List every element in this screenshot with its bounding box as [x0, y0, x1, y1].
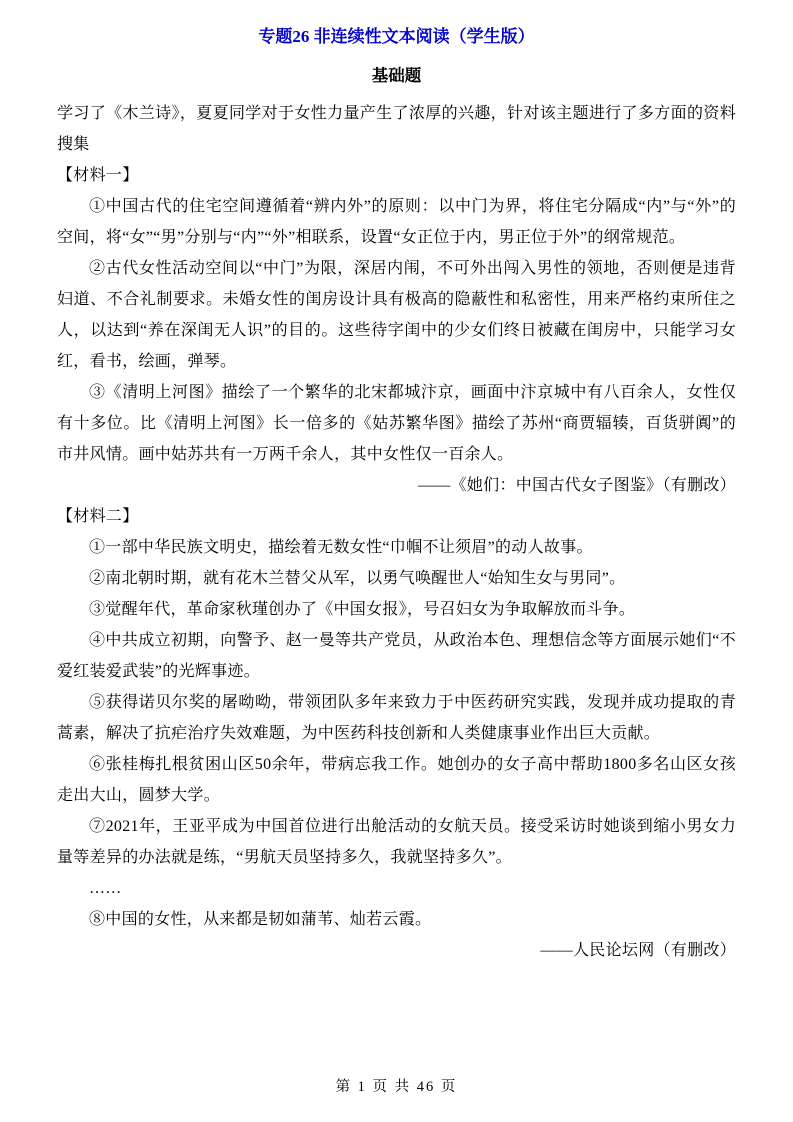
material1-label: 【材料一】	[57, 167, 139, 184]
material2-label: 【材料二】	[57, 508, 139, 525]
page-number-footer: 第 1 页 共 46 页	[335, 1079, 458, 1095]
material2-paragraph-5: ⑤获得诺贝尔奖的屠呦呦，带领团队多年来致力于中医药研究实践，发现并成功提取的青蒿素，解决了抗疟治疗失效难题，为中医药科技创新和人类健康事业作出巨大贡献。	[57, 694, 736, 742]
material1-paragraph-1: ①中国古代的住宅空间遵循着“辨内外”的原则：以中门为界，将住宅分隔成“内”与“外”的空间，将“女”“男”分别与“内”“外”相联系，设置“女正位于内，男正位于外”的纲常规范。	[57, 198, 736, 246]
material2-ellipsis: ……	[89, 880, 122, 897]
material1-attribution: ——《她们：中国古代女子图鉴》（有删改）	[417, 477, 736, 494]
material2-paragraph-7: ⑦2021年，王亚平成为中国首位进行出舱活动的女航天员。接受采访时她谈到缩小男女力量等差异的办法就是练，“男航天员坚持多久，我就坚持多久”。	[57, 818, 736, 866]
material1-paragraph-2: ②古代女性活动空间以“中门”为限，深居内闱，不可外出闯入男性的领地，否则便是违背妇道、不合礼制要求。未婚女性的闺房设计具有极高的隐蔽性和私密性，用来严格约束所住之人，以达到“养在深闺无人识”的目的。这些待字闺中的少女们终日被藏在闺房中，只能学习女红，看书，绘画，弹琴。	[57, 260, 736, 370]
material2-paragraph-2: ②南北朝时期，就有花木兰替父从军，以勇气唤醒世人“始知生女与男同”。	[89, 570, 626, 587]
material1-paragraph-3: ③《清明上河图》描绘了一个繁华的北宋都城汴京，画面中汴京城中有八百余人，女性仅有十多位。比《清明上河图》长一倍多的《姑苏繁华图》描绘了苏州“商贾辐辏，百货骈阗”的市井风情。画中姑苏共有一万两千余人，其中女性仅一百余人。	[57, 384, 736, 463]
material2-paragraph-8: ⑧中国的女性，从来都是韧如蒲苇、灿若云霞。	[89, 911, 432, 928]
section-heading: 基础题	[371, 66, 422, 85]
material2-paragraph-6: ⑥张桂梅扎根贫困山区50余年，带病忘我工作。她创办的女子高中帮助1800多名山区女孩走出大山，圆梦大学。	[57, 756, 736, 804]
material2-attribution: ——人民论坛网（有删改）	[540, 942, 736, 959]
intro-paragraph: 学习了《木兰诗》，夏夏同学对于女性力量产生了浓厚的兴趣，针对该主题进行了多方面的资料搜集	[57, 105, 736, 153]
material2-paragraph-3: ③觉醒年代，革命家秋瑾创办了《中国女报》，号召妇女为争取解放而斗争。	[89, 601, 636, 618]
doc-title: 专题26 非连续性文本阅读（学生版）	[258, 27, 535, 46]
material2-paragraph-4: ④中共成立初期，向警予、赵一曼等共产党员，从政治本色、理想信念等方面展示她们“不爱红装爱武装”的光辉事迹。	[57, 632, 736, 680]
material2-paragraph-1: ①一部中华民族文明史，描绘着无数女性“巾帼不让须眉”的动人故事。	[89, 539, 593, 556]
